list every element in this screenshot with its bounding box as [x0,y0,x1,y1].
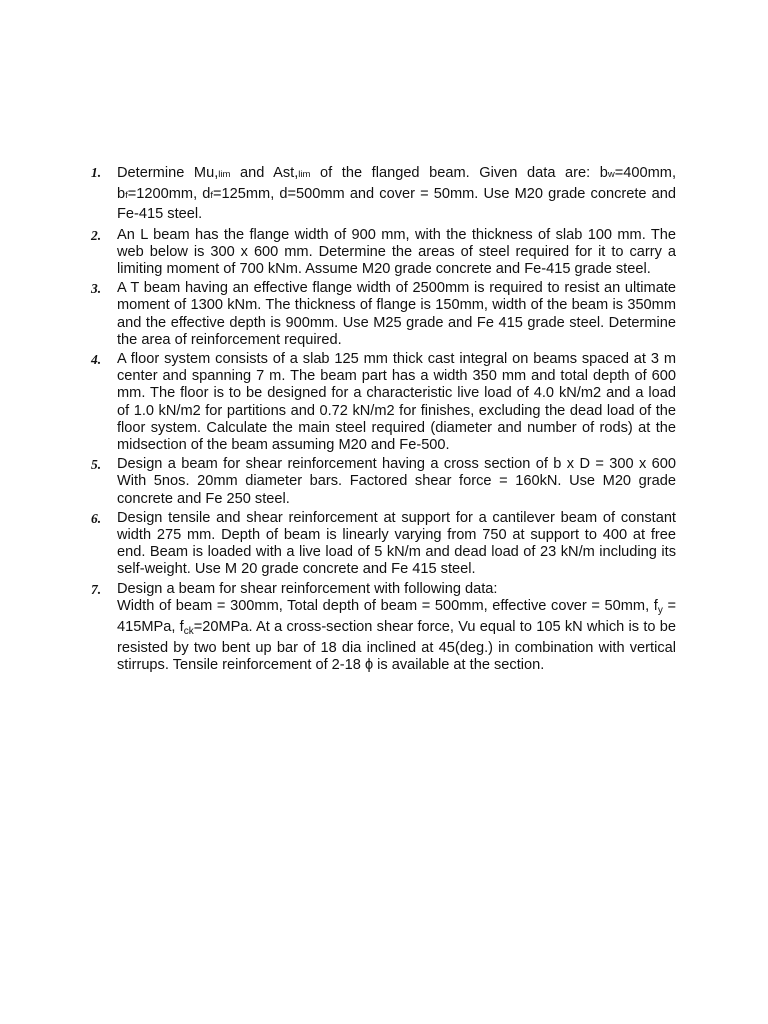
question-text: Design tensile and shear reinforcement at support for a cantilever beam of constant width 275 mm. Depth of beam is linearly varying from 750 at support to 400 at free end. Beam is loaded with a live load of 5 kN/m and dead load of 23 kN/m including its self-weight. Use M 20 grade concrete and Fe 415 steel. [117,509,676,578]
text-run: = 415MPa, f [117,597,676,635]
question-number: 5. [91,457,102,473]
text-run: =1200mm, d [127,185,211,202]
text-run: Determine Mu, [117,165,219,181]
question-7 [90,581,676,675]
text-run: =400mm, b [117,165,677,202]
question-2 [90,227,676,279]
question-list [90,164,676,677]
subscript: ck [183,625,194,637]
question-5 [90,456,676,508]
question-number: 3. [91,281,102,297]
question-text: Design a beam for shear reinforcement having a cross section of b x D = 300 x 600 With 5nos. 20mm diameter bars. Factored shear force = 160kN. Use M20 grade concrete and Fe 250 steel. [117,456,676,507]
question-number: 1. [91,165,102,180]
question-text [117,581,676,675]
question-number: 6. [91,510,102,526]
text-line: Design a beam for shear reinforcement with following data: [117,580,498,597]
question-text: A floor system consists of a slab 125 mm thick cast integral on beams spaced at 3 m center and spanning 7 m. The beam part has a width 350 mm and total depth of 600 mm. The floor is to be designed for a characteristic live load of 4.0 kN/m2 and a load of 1.0 kN/m2 for partitions and 0.72 kN/m2 for finishes, excluding the dead load of the floor system. Calculate the main steel required (diameter and number of rods) at the midsection of the beam assuming M20 and Fe-500. [117,350,676,453]
text-run: and Ast, [230,165,299,181]
subscript: f [125,189,128,201]
phi-symbol: ϕ [364,657,374,674]
text-run: Width of beam = 300mm, Total depth of beam = 500mm, effective cover = 50mm, f [117,597,658,614]
question-4 [90,351,676,454]
text-run: =125mm, d=500mm and cover = 50mm. Use M20 grade concrete and Fe-415 steel. [117,185,676,222]
question-number: 4. [91,351,102,367]
question-3 [90,280,676,349]
subscript: lim [218,169,231,180]
question-text: An L beam has the flange width of 900 mm, with the thickness of slab 100 mm. The web below is 300 x 600 mm. Determine the areas of steel required for it to carry a limiting moment of 700 kNm. Assume M20 grade concrete and Fe-415 grade steel. [117,226,676,277]
question-text: A T beam having an effective flange width of 2500mm is required to resist an ultimate moment of 1300 kNm. The thickness of flange is 150mm, width of the beam is 350mm and the effective depth is 900mm. Use M25 grade and Fe 415 grade steel. Determine the area of reinforcement required. [117,280,676,348]
subscript: w [607,169,615,180]
text-run: of the flanged beam. Given data are: b [310,165,608,181]
question-6 [90,510,676,579]
text-run: is available at the section. [373,657,545,674]
subscript: y [657,604,663,616]
text-run: =20MPa. At a cross-section shear force, Vu equal to 105 kN which is to be resisted by two bent up bar of 18 dia inclined at 45(deg.) in combination with vertical stirrups. Tensile reinforcement of 2-18 [117,618,676,674]
question-text [117,164,676,225]
subscript: lim [298,169,311,180]
question-number: 2. [91,227,102,243]
question-1 [90,164,676,225]
subscript: f [210,189,214,201]
question-number: 7. [91,581,102,597]
